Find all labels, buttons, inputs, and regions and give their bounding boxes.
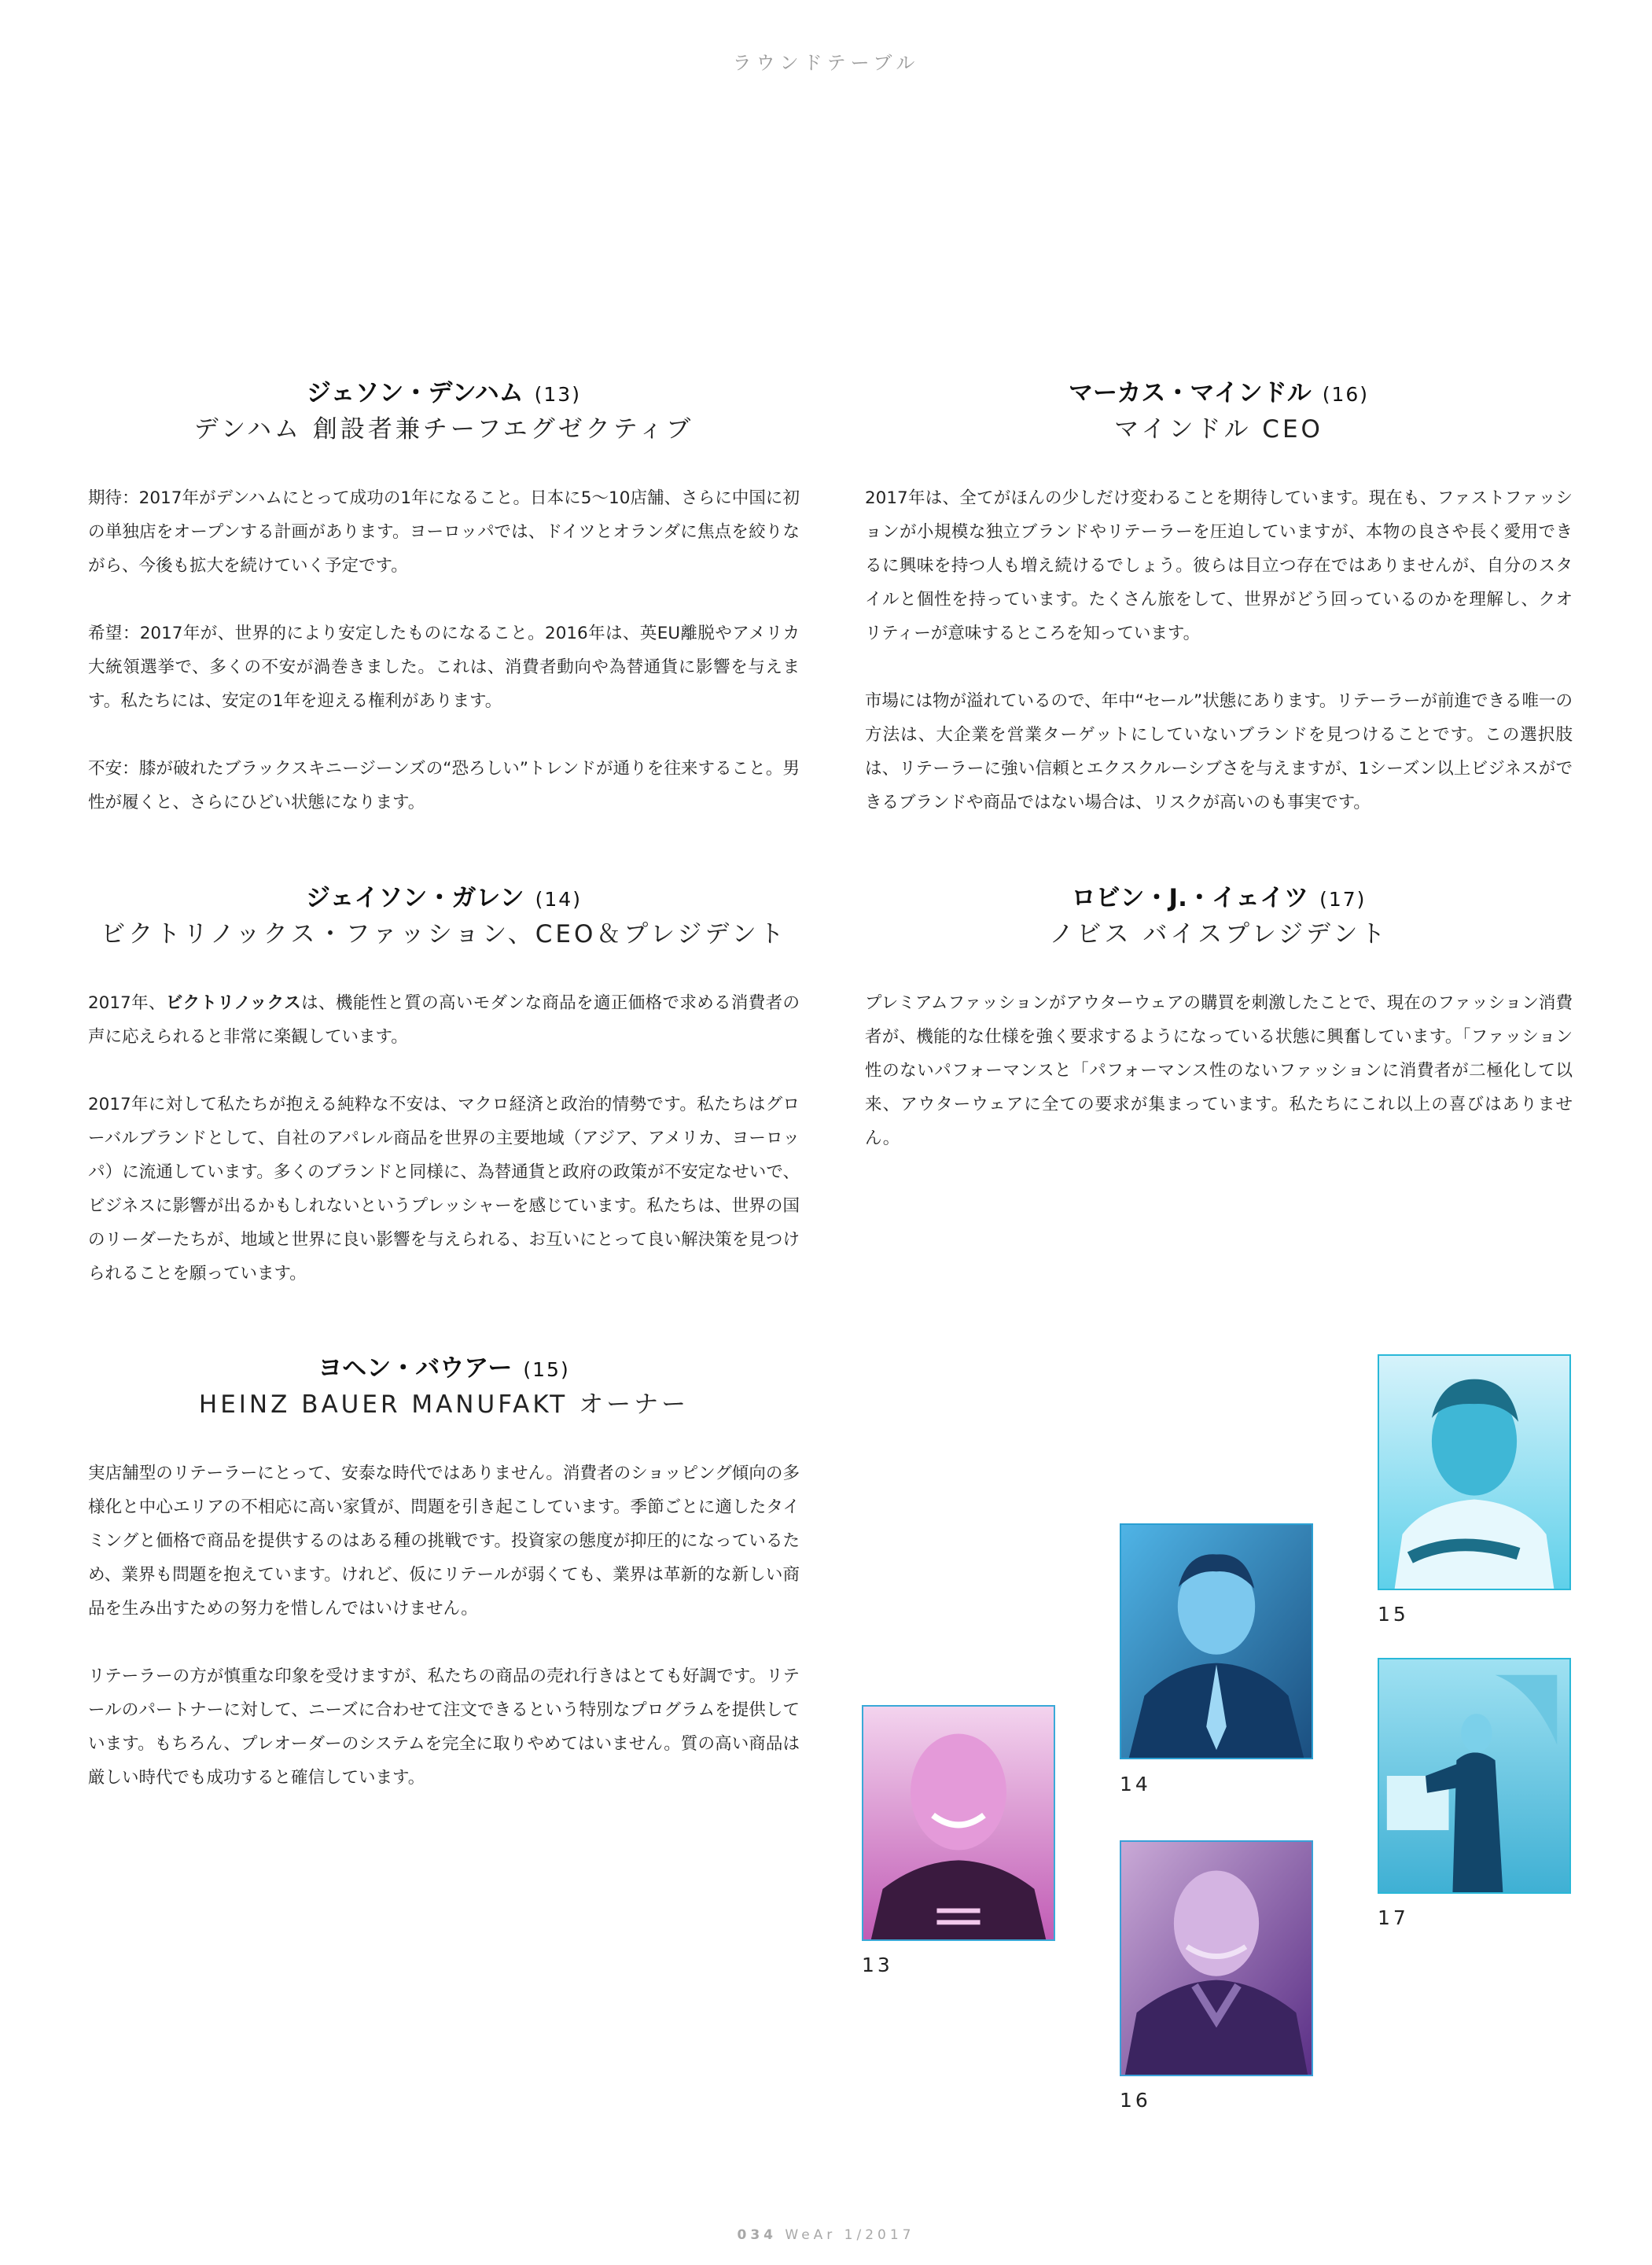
paragraph: 2017年に対して私たちが抱える純粋な不安は、マクロ経済と政治的情勢です。私たちはグローバルブランドとして、自社のアパレル商品を世界の主要地域（アジア、アメリカ、ヨーロッパ）に流通しています。多くのブランドと同様に、為替通貨と政府の政策が不安定なせいで、ビジネスに影響が出るかもしれないというプレッシャーを感じています。私たちは、世界の国のリーダーたちが、地域と世界に良い影響を与えられる、お互いにとって良い解決策を見つけられることを願っています。 — [88, 1095, 800, 1284]
person-name: ヨヘン・バウアー (15) — [318, 1354, 570, 1383]
profile-galen — [88, 881, 800, 1324]
section-title: ラウンドテーブル — [732, 52, 920, 74]
person-name: ロビン・J.・イェイツ (17) — [1071, 884, 1367, 912]
profile-bauer — [88, 1351, 800, 1829]
paragraph: 2017年、ビクトリノックスは、機能性と質の高いモダンな商品を適正価格で求める消費者の声に応えられると非常に楽観しています。 — [88, 993, 800, 1047]
profile-denham — [88, 376, 800, 853]
photo-caption: 13 — [862, 1954, 893, 1976]
person-name: ジェソン・デンハム (13) — [307, 379, 581, 407]
person-role: ノビス バイスプレジデント — [1049, 920, 1389, 948]
person-name: ジェイソン・ガレン (14) — [306, 884, 582, 912]
paragraph: 2017年は、全てがほんの少しだけ変わることを期待しています。現在も、ファストファッションが小規模な独立ブランドやリテーラーを圧迫していますが、本物の良さや長く愛用できるに興味を持つ人も増え続けるでしょう。彼らは目立つ存在ではありませんが、自分のスタイルと個性を持っています。たくさん旅をして、世界がどう回っているのかを理解し、クオリティーが意味するところを知っています。 — [865, 488, 1573, 643]
paragraph: 希望：2017年が、世界的により安定したものになること。2016年は、英EU離脱やアメリカ大統領選挙で、多くの不安が渦巻きました。これは、消費者動向や為替通貨に影響を与えます。私たちには、安定の1年を迎える権利があります。 — [88, 624, 800, 711]
paragraph: リテーラーの方が慎重な印象を受けますが、私たちの商品の売れ行きはとても好調です。リテールのパートナーに対して、ニーズに合わせて注文できるという特別なプログラムを提供しています。もちろん、プレオーダーのシステムを完全に取りやめてはいません。質の高い商品は厳しい時代でも成功すると確信しています。 — [88, 1667, 800, 1788]
paragraph: プレミアムファッションがアウターウェアの購買を刺激したことで、現在のファッション消費者が、機能的な仕様を強く要求するようになっている状態に興奮しています。「ファッション性のないパフォーマンスと「パフォーマンス性のないファッションに消費者が二極化して以来、アウターウェアに全ての要求が集まっています。私たちにこれ以上の喜びはありません。 — [865, 993, 1573, 1148]
person-role: デンハム 創設者兼チーフエグゼクティブ — [193, 415, 694, 444]
paragraph: 実店舗型のリテーラーにとって、安泰な時代ではありません。消費者のショッピング傾向の多様化と中心エリアの不相応に高い家賃が、問題を引き起こしています。季節ごとに適したタイミングと価格で商品を提供するのはある種の挑戦です。投資家の態度が抑圧的になっているため、業界も問題を抱えています。けれど、仮にリテールが弱くても、業界は革新的な新しい商品を生み出すための努力を惜しんではいけません。 — [88, 1464, 800, 1619]
photo-caption: 15 — [1378, 1603, 1409, 1626]
paragraph: 市場には物が溢れているので、年中“セール”状態にあります。リテーラーが前進できる唯一の方法は、大企業を営業ターゲットにしていないブランドを見つけることです。この選択肢は、リテーラーに強い信頼とエクスクルーシブさを与えますが、1シーズン以上ビジネスができるブランドや商品ではない場合は、リスクが高いのも事実です。 — [865, 691, 1573, 812]
person-role: HEINZ BAUER MANUFAKT オーナー — [198, 1390, 690, 1419]
page-footer — [0, 2227, 1652, 2243]
person-role: ビクトリノックス・ファッション、CEO＆プレジデント — [101, 920, 787, 948]
photo-caption: 14 — [1120, 1773, 1151, 1795]
photo-caption: 16 — [1120, 2089, 1151, 2112]
paragraph: 不安：膝が破れたブラックスキニージーンズの“恐ろしい”トレンドが通りを往来すること。男性が履くと、さらにひどい状態になります。 — [88, 759, 800, 812]
profile-yates — [865, 881, 1573, 1189]
portrait-photo-17 — [1378, 1658, 1571, 1894]
person-role: マインドル CEO — [1114, 415, 1323, 444]
portrait-photo-16 — [1120, 1840, 1313, 2076]
page-number: 034 — [737, 2227, 777, 2243]
portrait-photo-13 — [862, 1705, 1055, 1941]
magazine-issue: WeAr 1/2017 — [785, 2227, 915, 2243]
brand-name: ビクトリノックス — [165, 993, 302, 1013]
portrait-photo-14 — [1120, 1523, 1313, 1759]
paragraph: 期待：2017年がデンハムにとって成功の1年になること。日本に5〜10店舗、さらに中国に初の単独店をオープンする計画があります。ヨーロッパでは、ドイツとオランダに焦点を絞りながら、今後も拡大を続けていく予定です。 — [88, 488, 800, 576]
person-name: マーカス・マインドル (16) — [1068, 379, 1370, 407]
profile-meindl — [865, 376, 1573, 853]
portrait-photo-15 — [1378, 1354, 1571, 1590]
photo-caption: 17 — [1378, 1906, 1409, 1929]
